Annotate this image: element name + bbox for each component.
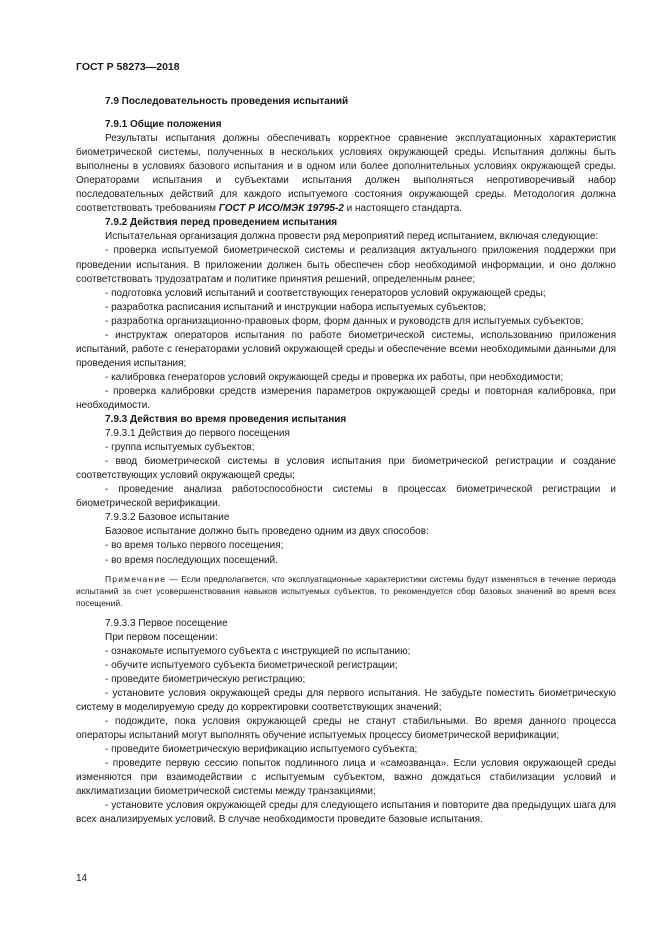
document-body	[76, 91, 616, 828]
section-7-9-title: 7.9 Последовательность проведения испытаний	[105, 96, 349, 107]
list-item: - разработка организационно-правовых форм, форм данных и руководств для испытуемых субъектов;	[105, 315, 584, 327]
page-number: 14	[76, 873, 88, 884]
section-7-9-1-title: 7.9.1 Общие положения	[105, 119, 222, 131]
list-item: - проверка испытуемой биометрической системы и реализация актуального приложения поддержки при проведении испытания. В приложении должен быть обеспечен сбор необходимой информации, и оно должно соответствовать трудозатратам и политике принятия решений, определенным ранее;	[76, 245, 616, 285]
list-item: - инструктаж операторов испытания по работе биометрической системы, использованию приложения испытаний, работе с генераторами условий окружающей среды и обеспечение всеми необходимыми данными для проведения испытания;	[76, 329, 616, 369]
list-item: - обучите испытуемого субъекта биометрической регистрации;	[105, 659, 398, 671]
section-7-9-3-title: 7.9.3 Действия во время проведения испытания	[105, 414, 347, 426]
standard-header: ГОСТ Р 58273—2018	[76, 61, 180, 73]
section-7-9-3-2-title: 7.9.3.2 Базовое испытание	[105, 512, 230, 524]
list-item: - проверка калибровки средств измерения параметров окружающей среды и повторная калибровка, при необходимости.	[76, 385, 616, 411]
list-item: - ввод биометрической системы в условия испытания при биометрической регистрации и создание соответствующих условий окружающей среды;	[76, 456, 616, 482]
paragraph: При первом посещении:	[105, 631, 218, 643]
section-7-9-2-title: 7.9.2 Действия перед проведением испытания	[105, 217, 338, 229]
list-item: - во время последующих посещений.	[105, 554, 278, 566]
list-item: - проведение анализа работоспособности системы в процессах биометрической регистрации и биометрической верификации.	[76, 484, 616, 510]
list-item: - калибровка генераторов условий окружающей среды и проверка их работы, при необходимости;	[105, 371, 564, 383]
paragraph-text: Результаты испытания должны обеспечивать корректное сравнение эксплуатационных характеристик биометрической системы, полученных в нескольких условиях окружающей среды. Испытания должны быть выполнены в условиях базового испытания и в одном или более дополнительных условиях окружающей среды. Операторами испытания и субъектами испытания должен выполняться непротиворечивый набор последовательных действий для каждого испытуемого состояния окружающей среды. Методология должна соответствовать требованиям	[76, 133, 616, 215]
list-item: - проведите первую сессию попыток подлинного лица и «самозванца». Если условия окружающей среды изменяются при взаимодействии с испытуемым субъектом, важно дождаться стабилизации условий и акклиматизации биометрической системы между транзакциями;	[76, 758, 616, 798]
list-item: - ознакомьте испытуемого субъекта с инструкцией по испытанию;	[105, 645, 411, 657]
paragraph-tail: и настоящего стандарта.	[343, 203, 463, 215]
section-7-9-1-paragraph	[76, 132, 616, 216]
list-item: - подготовка условий испытаний и соответствующих генераторов условий окружающей среды;	[105, 287, 546, 299]
list-item: - группа испытуемых субъектов;	[105, 442, 255, 454]
section-7-9-3-3-title: 7.9.3.3 Первое посещение	[105, 617, 228, 629]
list-item: - подождите, пока условия окружающей среды не станут стабильными. Во время данного процесса операторы испытаний могут выполнять обучение испытуемых процессу биометрической верификации;	[76, 716, 616, 742]
standard-reference: ГОСТ Р ИСО/МЭК 19795-2	[218, 203, 344, 215]
list-item: - разработка расписания испытаний и инструкции набора испытуемых субъектов;	[105, 301, 487, 313]
note	[76, 573, 616, 609]
list-item: - проведите биометрическую регистрацию;	[105, 674, 306, 686]
list-item: - проведите биометрическую верификацию испытуемого субъекта;	[105, 744, 418, 756]
section-7-9-3-1-title: 7.9.3.1 Действия до первого посещения	[105, 428, 290, 440]
note-label: Примечание	[105, 573, 167, 584]
note-text: — Если предполагается, что эксплуатационные характеристики системы будут изменяться в течение периода испытаний за счет усовершенствования навыков испытуемых субъектов, то рекомендуется сбор базовых значений во время всех посещений.	[76, 573, 616, 608]
paragraph: Испытательная организация должна провести ряд мероприятий перед испытанием, включая следующие:	[105, 231, 599, 243]
list-item: - во время только первого посещения;	[105, 540, 284, 552]
paragraph: Базовое испытание должно быть проведено одним из двух способов:	[105, 526, 429, 538]
list-item: - установите условия окружающей среды для следующего испытания и повторите два предыдущих шага для всех анализируемых условий. В случае необходимости проведите базовые испытания.	[76, 800, 616, 826]
list-item: - установите условия окружающей среды для первого испытания. Не забудьте поместить биометрическую систему в моделируемую среду до корректировки соответствующих значений;	[76, 688, 616, 714]
